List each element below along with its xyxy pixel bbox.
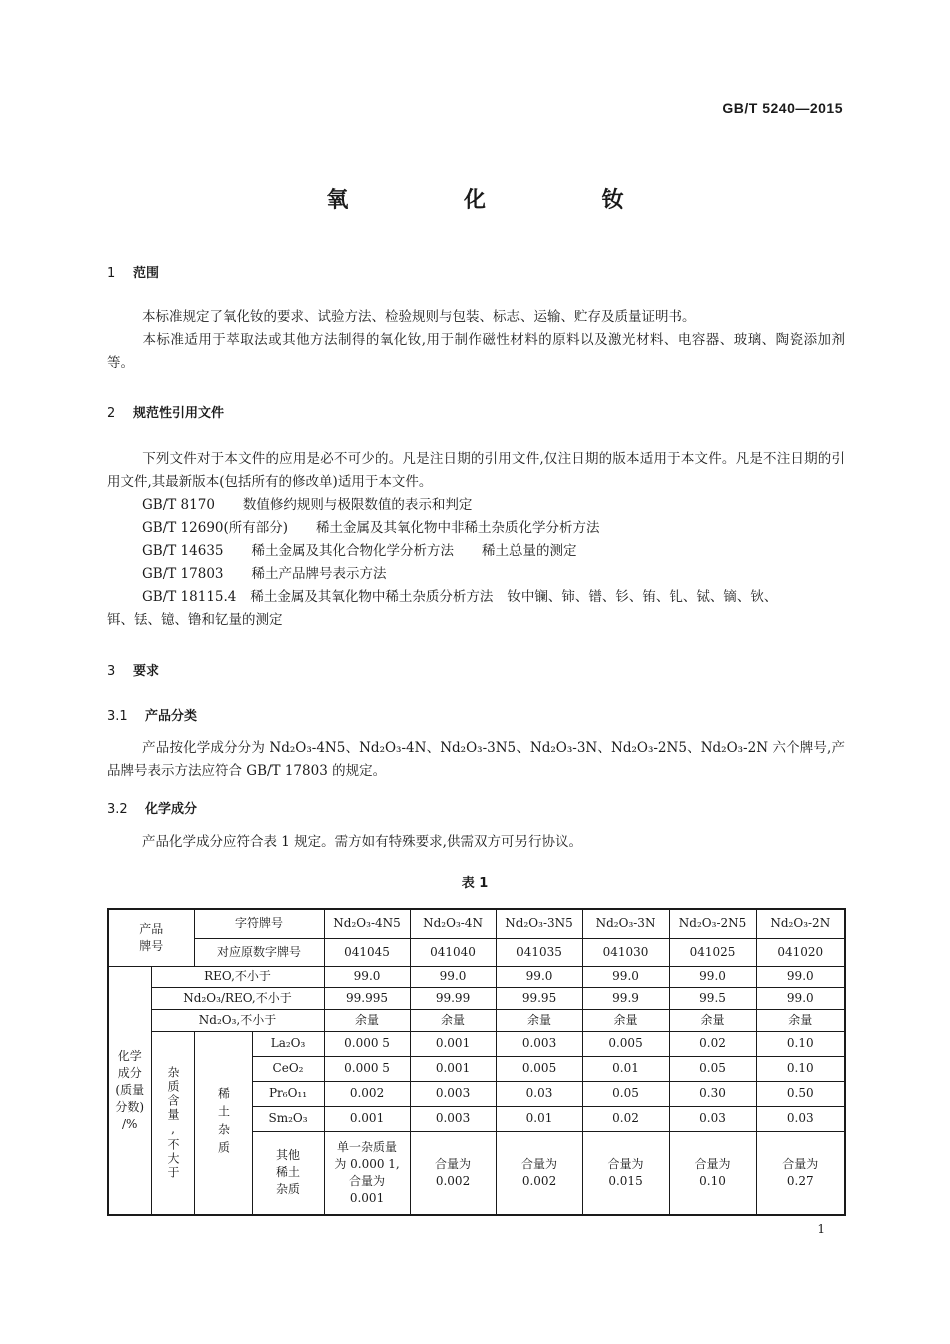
value-cell: 0.03 [756, 1106, 845, 1131]
value-line: 0.002 [435, 1173, 471, 1188]
paragraph-text: 产品化学成分应符合表 1 规定。需方如有特殊要求,供需双方可另行协议。 [142, 834, 582, 850]
value-cell: 0.03 [496, 1081, 582, 1106]
value-cell: 0.10 [756, 1056, 845, 1081]
value-cell: 0.000 5 [324, 1056, 410, 1081]
section-2-intro [107, 448, 845, 494]
value-cell: 余量 [582, 1009, 669, 1031]
impurity-label: CeO₂ [252, 1056, 324, 1081]
table-row [108, 909, 845, 938]
value-cell: 余量 [669, 1009, 756, 1031]
value-cell: 0.02 [582, 1106, 669, 1131]
value-cell: 99.995 [324, 987, 410, 1009]
num-grade-cell: 041030 [582, 938, 669, 966]
value-cell [410, 1131, 496, 1215]
reference-title: 稀土金属及其化合物化学分析方法 [251, 543, 454, 559]
reference-title: 数值修约规则与极限数值的表示和判定 [242, 497, 473, 513]
reference-item [142, 540, 577, 563]
paragraph-text: 本标准规定了氧化钕的要求、试验方法、检验规则与包装、标志、运输、贮存及质量证明书。 [142, 309, 696, 325]
value-line: 0.001 [349, 1190, 385, 1205]
value-cell: 99.0 [324, 966, 410, 987]
value-cell [756, 1131, 845, 1215]
section-3-heading [107, 660, 159, 679]
value-cell: 99.0 [582, 966, 669, 987]
grade-cell: Nd₂O₃-4N5 [324, 909, 410, 938]
value-cell: 0.05 [582, 1081, 669, 1106]
label-line: 杂质 [276, 1182, 301, 1197]
table-row [108, 1009, 845, 1031]
value-cell: 0.001 [324, 1106, 410, 1131]
value-cell: 0.001 [410, 1056, 496, 1081]
reference-item [142, 517, 600, 540]
vertical-header-text: 稀土杂质 [216, 1086, 231, 1159]
section-1-heading [107, 262, 159, 281]
value-cell: 0.01 [582, 1056, 669, 1081]
reference-title: 稀土产品牌号表示方法 [251, 566, 387, 582]
header-line: 牌号 [139, 938, 164, 953]
value-cell: 余量 [410, 1009, 496, 1031]
grade-cell: Nd₂O₃-2N5 [669, 909, 756, 938]
value-cell: 0.01 [496, 1106, 582, 1131]
value-cell [582, 1131, 669, 1215]
header-line: 分数) [115, 1099, 145, 1114]
section-title: 规范性引用文件 [133, 406, 225, 421]
value-line: 单一杂质量 [337, 1139, 398, 1154]
value-cell: 99.95 [496, 987, 582, 1009]
row-label: Nd₂O₃,不小于 [151, 1009, 324, 1031]
chemical-composition-table [107, 908, 846, 1216]
impurity-label: La₂O₃ [252, 1031, 324, 1056]
value-cell: 0.003 [496, 1031, 582, 1056]
value-cell: 0.003 [410, 1081, 496, 1106]
value-cell [324, 1131, 410, 1215]
paragraph-text: 本标准适用于萃取法或其他方法制得的氧化钕,用于制作磁性材料的原料以及激光材料、电容器、玻璃、陶瓷添加剂等。 [107, 332, 845, 371]
section-2-heading [107, 402, 224, 421]
other-impurity-label [252, 1131, 324, 1215]
value-cell: 99.0 [410, 966, 496, 987]
value-cell: 0.50 [756, 1081, 845, 1106]
section-1-paragraph-2 [107, 329, 845, 375]
reference-item [142, 494, 472, 517]
table-caption: 表 1 [461, 876, 489, 891]
section-number: 2 [107, 406, 116, 421]
header-line: 成分 [117, 1065, 142, 1080]
reference-subtitle: 钕中镧、铈、镨、钐、铕、钆、铽、镝、钬、 [507, 589, 778, 605]
value-cell: 0.05 [669, 1056, 756, 1081]
section-number: 1 [107, 266, 116, 281]
value-line: 0.10 [699, 1173, 726, 1188]
value-line: 合量为 [782, 1156, 819, 1171]
reference-code: GB/T 12690(所有部分) [142, 520, 289, 536]
table-row [108, 966, 845, 987]
value-cell: 余量 [756, 1009, 845, 1031]
document-title: 氧 化 钕 [326, 188, 678, 213]
header-line: (质量 [115, 1082, 145, 1097]
grade-cell: Nd₂O₃-3N [582, 909, 669, 938]
table-row [108, 987, 845, 1009]
table-row [108, 1031, 845, 1056]
grade-cell: Nd₂O₃-2N [756, 909, 845, 938]
value-cell: 0.001 [410, 1031, 496, 1056]
value-cell: 0.10 [756, 1031, 845, 1056]
section-title: 产品分类 [145, 709, 198, 724]
reference-subtitle: 稀土总量的测定 [482, 543, 577, 559]
value-line: 0.27 [786, 1173, 814, 1188]
value-cell: 99.99 [410, 987, 496, 1009]
value-line: 0.015 [608, 1173, 643, 1188]
value-cell: 0.002 [324, 1081, 410, 1106]
value-cell [669, 1131, 756, 1215]
reference-code: GB/T 8170 [142, 497, 215, 513]
value-cell: 99.0 [756, 966, 845, 987]
row-label: Nd₂O₃/REO,不小于 [151, 987, 324, 1009]
num-grade-cell: 041040 [410, 938, 496, 966]
header-line: 产品 [139, 921, 164, 936]
reference-item [142, 563, 387, 586]
value-cell: 0.000 5 [324, 1031, 410, 1056]
value-cell: 0.02 [669, 1031, 756, 1056]
value-cell: 余量 [324, 1009, 410, 1031]
standard-number: GB/T 5240—2015 [722, 100, 843, 116]
reference-code: GB/T 14635 [142, 543, 224, 559]
value-cell: 99.9 [582, 987, 669, 1009]
impurity-header [151, 1031, 194, 1215]
num-grade-header: 对应原数字牌号 [194, 938, 324, 966]
section-3-2-heading [107, 798, 197, 817]
value-cell: 0.30 [669, 1081, 756, 1106]
reference-title: 稀土金属及其氧化物中非稀土杂质化学分析方法 [316, 520, 600, 536]
impurity-label: Pr₆O₁₁ [252, 1081, 324, 1106]
reference-item [142, 586, 777, 609]
num-grade-cell: 041045 [324, 938, 410, 966]
chemical-composition-header [108, 966, 151, 1215]
reference-code: GB/T 17803 [142, 566, 224, 582]
value-cell: 0.003 [410, 1106, 496, 1131]
value-cell: 余量 [496, 1009, 582, 1031]
paragraph-text: 下列文件对于本文件的应用是必不可少的。凡是注日期的引用文件,仅注日期的版本适用于本文件。凡是不注日期的引用文件,其最新版本(包括所有的修改单)适用于本文件。 [107, 451, 845, 490]
row-label: REO,不小于 [151, 966, 324, 987]
section-1-paragraph-1 [107, 306, 845, 329]
num-grade-cell: 041025 [669, 938, 756, 966]
vertical-header-text: 杂质含量,不大于 [166, 1065, 180, 1180]
section-number: 3 [107, 664, 116, 679]
header-line: 化学 [117, 1048, 142, 1063]
section-3-1-paragraph [107, 737, 845, 783]
value-line: 合量为 [349, 1173, 386, 1188]
value-cell [496, 1131, 582, 1215]
value-line: 合量为 [694, 1156, 731, 1171]
value-cell: 99.5 [669, 987, 756, 1009]
section-number: 3.1 [107, 709, 128, 724]
impurity-label: Sm₂O₃ [252, 1106, 324, 1131]
value-cell: 0.005 [582, 1031, 669, 1056]
section-3-2-paragraph [107, 831, 845, 854]
value-line: 为 0.000 1, [334, 1156, 400, 1171]
reference-title: 稀土金属及其氧化物中稀土杂质分析方法 [250, 589, 494, 605]
paragraph-text: 产品按化学成分分为 Nd₂O₃-4N5、Nd₂O₃-4N、Nd₂O₃-3N5、Nd₂O₃-3N、Nd₂O₃-2N5、Nd₂O₃-2N 六个牌号,产品牌号表示方法应符合 GB/T 17803 的规定。 [107, 740, 845, 779]
page-number: 1 [817, 1222, 825, 1236]
section-title: 范围 [133, 266, 160, 281]
grade-cell: Nd₂O₃-3N5 [496, 909, 582, 938]
num-grade-cell: 041035 [496, 938, 582, 966]
section-title: 要求 [133, 664, 160, 679]
value-cell: 0.005 [496, 1056, 582, 1081]
value-cell: 0.03 [669, 1106, 756, 1131]
product-grade-header [108, 909, 194, 966]
value-line: 合量为 [607, 1156, 644, 1171]
header-line: /% [122, 1116, 138, 1131]
section-3-1-heading [107, 705, 197, 724]
value-cell: 99.0 [496, 966, 582, 987]
reference-continuation: 铒、铥、镱、镥和钇量的测定 [107, 612, 283, 628]
section-number: 3.2 [107, 802, 128, 817]
value-line: 合量为 [521, 1156, 558, 1171]
section-title: 化学成分 [145, 802, 198, 817]
table-row [108, 938, 845, 966]
value-line: 合量为 [435, 1156, 472, 1171]
label-line: 稀土 [276, 1165, 301, 1180]
char-grade-header: 字符牌号 [194, 909, 324, 938]
label-line: 其他 [276, 1148, 301, 1163]
num-grade-cell: 041020 [756, 938, 845, 966]
reference-code: GB/T 18115.4 [142, 589, 237, 605]
value-line: 0.002 [521, 1173, 557, 1188]
grade-cell: Nd₂O₃-4N [410, 909, 496, 938]
value-cell: 99.0 [669, 966, 756, 987]
value-cell: 99.0 [756, 987, 845, 1009]
re-impurity-header [194, 1031, 252, 1215]
